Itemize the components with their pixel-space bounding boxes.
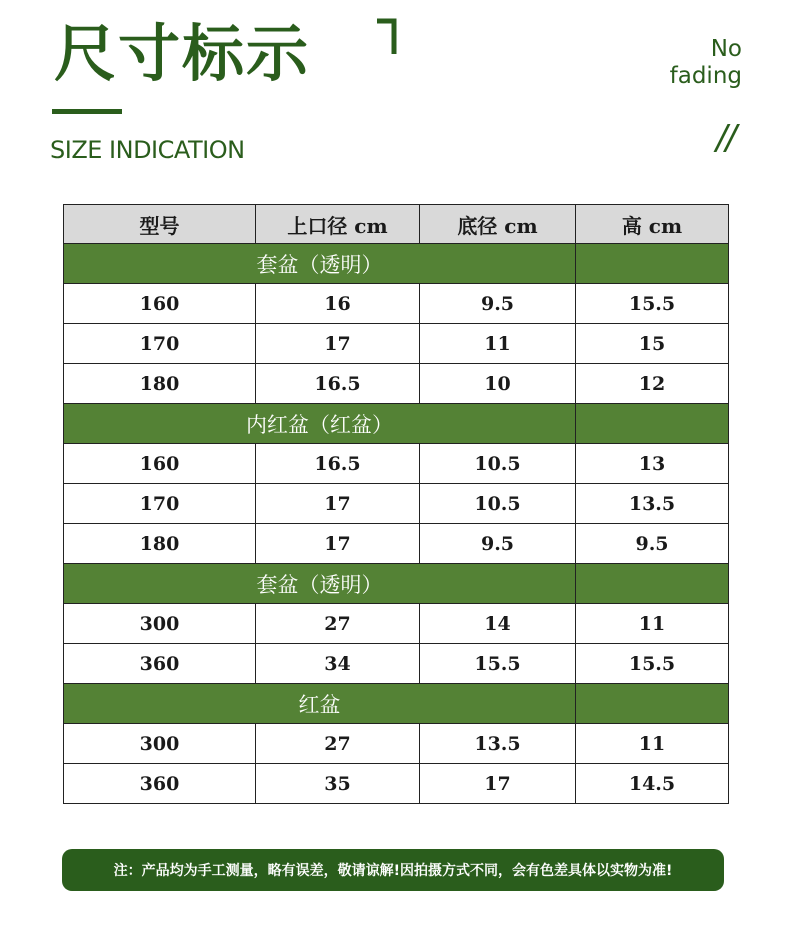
cell-top-diameter: 17 xyxy=(256,324,420,364)
section-row xyxy=(64,564,729,604)
no-fading-line1: No xyxy=(710,36,742,62)
cell-top-diameter: 16.5 xyxy=(256,444,420,484)
no-fading-label xyxy=(670,36,742,90)
section-empty-cell xyxy=(576,564,729,604)
table-row xyxy=(64,364,729,404)
cell-height: 11 xyxy=(576,604,729,644)
cell-model: 180 xyxy=(64,364,256,404)
cell-height: 11 xyxy=(576,724,729,764)
cell-bottom-diameter: 13.5 xyxy=(420,724,576,764)
cell-model: 170 xyxy=(64,484,256,524)
table-row xyxy=(64,604,729,644)
cell-top-diameter: 35 xyxy=(256,764,420,804)
cell-bottom-diameter: 17 xyxy=(420,764,576,804)
cell-model: 360 xyxy=(64,644,256,684)
cell-height: 14.5 xyxy=(576,764,729,804)
cell-height: 9.5 xyxy=(576,524,729,564)
table-row xyxy=(64,724,729,764)
header-model: 型号 xyxy=(64,205,256,244)
section-row xyxy=(64,404,729,444)
table-row xyxy=(64,484,729,524)
cell-bottom-diameter: 11 xyxy=(420,324,576,364)
section-empty-cell xyxy=(576,684,729,724)
cell-top-diameter: 17 xyxy=(256,524,420,564)
cell-bottom-diameter: 10.5 xyxy=(420,444,576,484)
table-row xyxy=(64,764,729,804)
section-title: 套盆（透明） xyxy=(64,244,576,284)
cell-bottom-diameter: 9.5 xyxy=(420,524,576,564)
section-title: 套盆（透明） xyxy=(64,564,576,604)
header-top-diameter: 上口径 cm xyxy=(256,205,420,244)
cell-model: 300 xyxy=(64,724,256,764)
cell-model: 300 xyxy=(64,604,256,644)
title-underline xyxy=(52,109,122,114)
cell-model: 170 xyxy=(64,324,256,364)
table-row xyxy=(64,644,729,684)
cell-height: 13.5 xyxy=(576,484,729,524)
cell-model: 360 xyxy=(64,764,256,804)
section-title: 内红盆（红盆） xyxy=(64,404,576,444)
cell-bottom-diameter: 9.5 xyxy=(420,284,576,324)
page-subtitle: SIZE INDICATION xyxy=(50,136,245,164)
cell-height: 13 xyxy=(576,444,729,484)
cell-height: 15.5 xyxy=(576,644,729,684)
section-row xyxy=(64,684,729,724)
table-row xyxy=(64,324,729,364)
cell-model: 160 xyxy=(64,284,256,324)
table-row xyxy=(64,284,729,324)
disclaimer-note: 注：产品均为手工测量，略有误差，敬请谅解!因拍摄方式不同，会有色差具体以实物为准! xyxy=(62,849,724,891)
section-row xyxy=(64,244,729,284)
no-fading-line2: fading xyxy=(669,63,742,89)
cell-bottom-diameter: 14 xyxy=(420,604,576,644)
cell-model: 160 xyxy=(64,444,256,484)
section-empty-cell xyxy=(576,404,729,444)
cell-height: 15.5 xyxy=(576,284,729,324)
cell-top-diameter: 17 xyxy=(256,484,420,524)
section-title: 红盆 xyxy=(64,684,576,724)
size-table xyxy=(63,204,729,804)
corner-bracket-mark xyxy=(377,18,397,54)
cell-model: 180 xyxy=(64,524,256,564)
cell-top-diameter: 27 xyxy=(256,724,420,764)
cell-top-diameter: 16 xyxy=(256,284,420,324)
cell-height: 12 xyxy=(576,364,729,404)
cell-top-diameter: 16.5 xyxy=(256,364,420,404)
cell-bottom-diameter: 10.5 xyxy=(420,484,576,524)
header-bottom-diameter: 底径 cm xyxy=(420,205,576,244)
header-height: 高 cm xyxy=(576,205,729,244)
section-empty-cell xyxy=(576,244,729,284)
cell-bottom-diameter: 15.5 xyxy=(420,644,576,684)
decorative-slashes: // xyxy=(716,118,735,158)
table-row xyxy=(64,524,729,564)
cell-top-diameter: 34 xyxy=(256,644,420,684)
cell-bottom-diameter: 10 xyxy=(420,364,576,404)
cell-top-diameter: 27 xyxy=(256,604,420,644)
table-row xyxy=(64,444,729,484)
cell-height: 15 xyxy=(576,324,729,364)
page-title: 尺寸标示 xyxy=(54,17,311,90)
table-header-row xyxy=(64,205,729,244)
